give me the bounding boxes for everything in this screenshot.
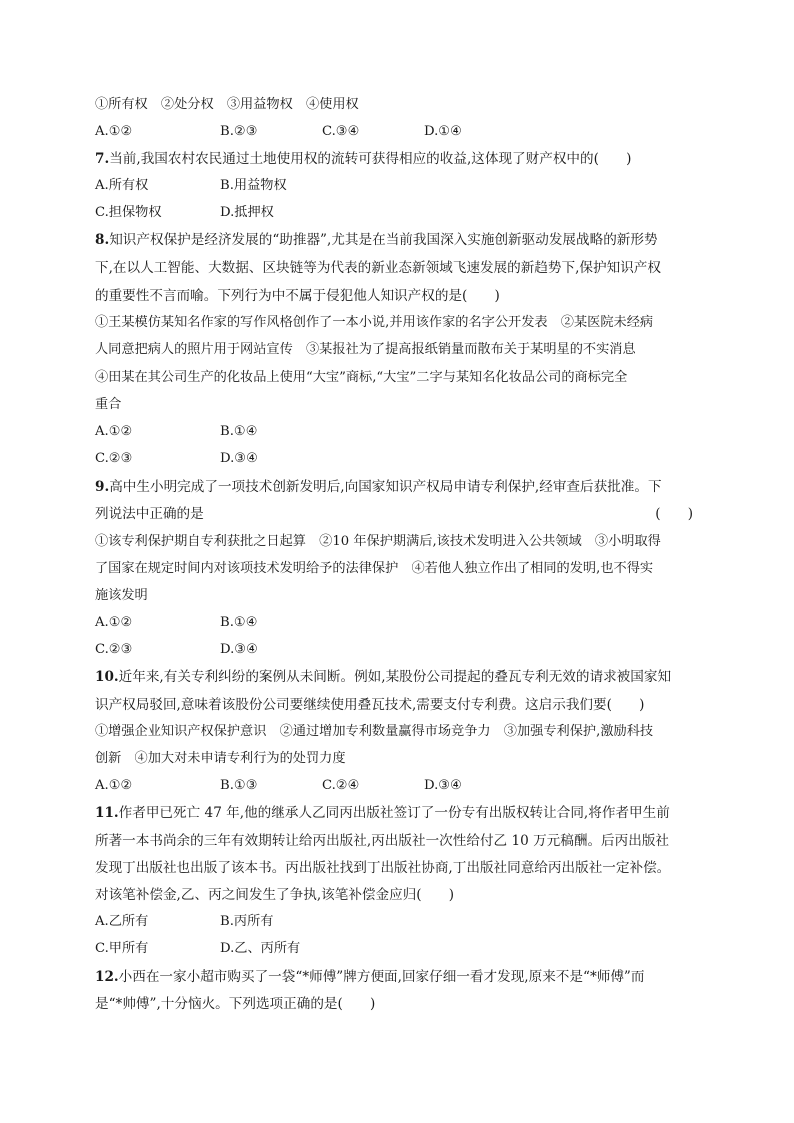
q11-option-a: A.乙所有 [95, 914, 149, 929]
q8-number: 8. [95, 232, 110, 248]
q11-option-b: B.丙所有 [220, 914, 274, 929]
q7-stem-text: 当前,我国农村农民通过土地使用权的流转可获得相应的收益,这体现了财产权中的( ) [109, 151, 632, 167]
q9-stem-line-2 [95, 505, 693, 523]
q11-option-d: D.乙、丙所有 [220, 941, 301, 956]
q9-option-b: B.①④ [220, 615, 258, 630]
q12-stem-line-2: 是“*帅傅”,十分恼火。下列选项正确的是( ) [95, 996, 376, 1012]
q7-number: 7. [95, 151, 110, 167]
q9-stem-line-1 [95, 478, 662, 496]
q10-number: 10. [95, 669, 119, 685]
q8-stem-line-2: 下,在以人工智能、大数据、区块链等为代表的新业态新领域飞速发展的新趋势下,保护知识产权 [95, 260, 661, 276]
q7-option-c: C.担保物权 [95, 205, 162, 220]
q9-stem-text-1: 高中生小明完成了一项技术创新发明后,向国家知识产权局申请专利保护,经审查后获批准。下 [109, 479, 662, 495]
q10-option-c: C.②④ [322, 778, 360, 793]
q11-stem-line-4: 对该笔补偿金,乙、丙之间发生了争执,该笔补偿金应归( ) [95, 887, 455, 903]
q9-item-line-3: 施该发明 [95, 588, 148, 603]
q8-item-line-1: ①王某模仿某知名作家的写作风格创作了一本小说,并用该作家的名字公开发表 ②某医院未经病 [95, 315, 654, 330]
q7-option-a: A.所有权 [95, 178, 149, 193]
q9-option-c: C.②③ [95, 642, 133, 657]
q7-option-b: B.用益物权 [220, 178, 287, 193]
q10-item-line-2: 创新 ④加大对未申请专利行为的处罚力度 [95, 751, 346, 766]
q8-option-d: D.③④ [220, 451, 258, 466]
q10-option-a: A.①② [95, 778, 133, 793]
q8-stem-line-3: 的重要性不言而喻。下列行为中不属于侵犯他人知识产权的是( ) [95, 288, 500, 304]
q8-item-line-2: 人同意把病人的照片用于网站宣传 ③某报社为了提高报纸销量而散布关于某明星的不实消息 [95, 342, 636, 357]
q6-items: ①所有权 ②处分权 ③用益物权 ④使用权 [95, 97, 359, 112]
q11-stem-line-2: 所著一本书尚余的三年有效期转让给丙出版社,丙出版社一次性给付乙 10 万元稿酬。后丙出版社 [95, 833, 670, 849]
q8-stem-line-1 [95, 231, 658, 249]
q11-stem-line-3: 发现丁出版社也出版了该本书。丙出版社找到丁出版社协商,丁出版社同意给丙出版社一定补偿。 [95, 860, 671, 876]
q8-item-line-3: ④田某在其公司生产的化妆品上使用“大宝”商标,“大宝”二字与某知名化妆品公司的商标完全 [95, 370, 628, 385]
q9-option-d: D.③④ [220, 642, 258, 657]
q8-option-a: A.①② [95, 424, 133, 439]
q9-item-line-2: 了国家在规定时间内对该项技术发明给予的法律保护 ④若他人独立作出了相同的发明,也不得实 [95, 561, 654, 576]
q12-stem-line-1 [95, 968, 644, 986]
q9-stem-text-2: 列说法中正确的是 [95, 506, 204, 522]
q8-option-c: C.②③ [95, 451, 133, 466]
q6-option-c: C.③④ [322, 124, 360, 139]
q11-stem-line-1 [95, 804, 670, 822]
q11-option-c: C.甲所有 [95, 941, 149, 956]
q10-option-b: B.①③ [220, 778, 258, 793]
q12-stem-text-1: 小西在一家小超市购买了一袋“*师傅”牌方便面,回家仔细一看才发现,原来不是“*师傅”而 [118, 969, 645, 985]
q11-number: 11. [95, 805, 119, 821]
q10-option-d: D.③④ [424, 778, 462, 793]
q6-option-a: A.①② [95, 124, 133, 139]
q9-answer-paren: ( ) [655, 506, 693, 522]
q10-stem-line-1 [95, 668, 671, 686]
q10-item-line-1: ①增强企业知识产权保护意识 ②通过增加专利数量赢得市场竞争力 ③加强专利保护,激励科技 [95, 724, 654, 739]
q8-item-line-4: 重合 [95, 397, 122, 412]
q7-stem [95, 150, 631, 168]
q11-stem-text-1: 作者甲已死亡 47 年,他的继承人乙同丙出版社签订了一份专有出版权转让合同,将作者甲生前 [118, 805, 670, 821]
q6-option-d: D.①④ [424, 124, 462, 139]
q10-stem-text-1: 近年来,有关专利纠纷的案例从未间断。例如,某股份公司提起的叠瓦专利无效的请求被国家知 [118, 669, 672, 685]
q9-option-a: A.①② [95, 615, 133, 630]
q10-stem-line-2: 识产权局驳回,意味着该股份公司要继续使用叠瓦技术,需要支付专利费。这启示我们要( ) [95, 697, 645, 713]
q8-stem-text-1: 知识产权保护是经济发展的“助推器”,尤其是在当前我国深入实施创新驱动发展战略的新形势 [109, 232, 658, 248]
q9-item-line-1: ①该专利保护期自专利获批之日起算 ②10 年保护期满后,该技术发明进入公共领域 ③小明取得 [95, 534, 661, 549]
q12-number: 12. [95, 969, 119, 985]
q9-number: 9. [95, 479, 110, 495]
q8-option-b: B.①④ [220, 424, 258, 439]
q7-option-d: D.抵押权 [220, 205, 274, 220]
q6-option-b: B.②③ [220, 124, 258, 139]
